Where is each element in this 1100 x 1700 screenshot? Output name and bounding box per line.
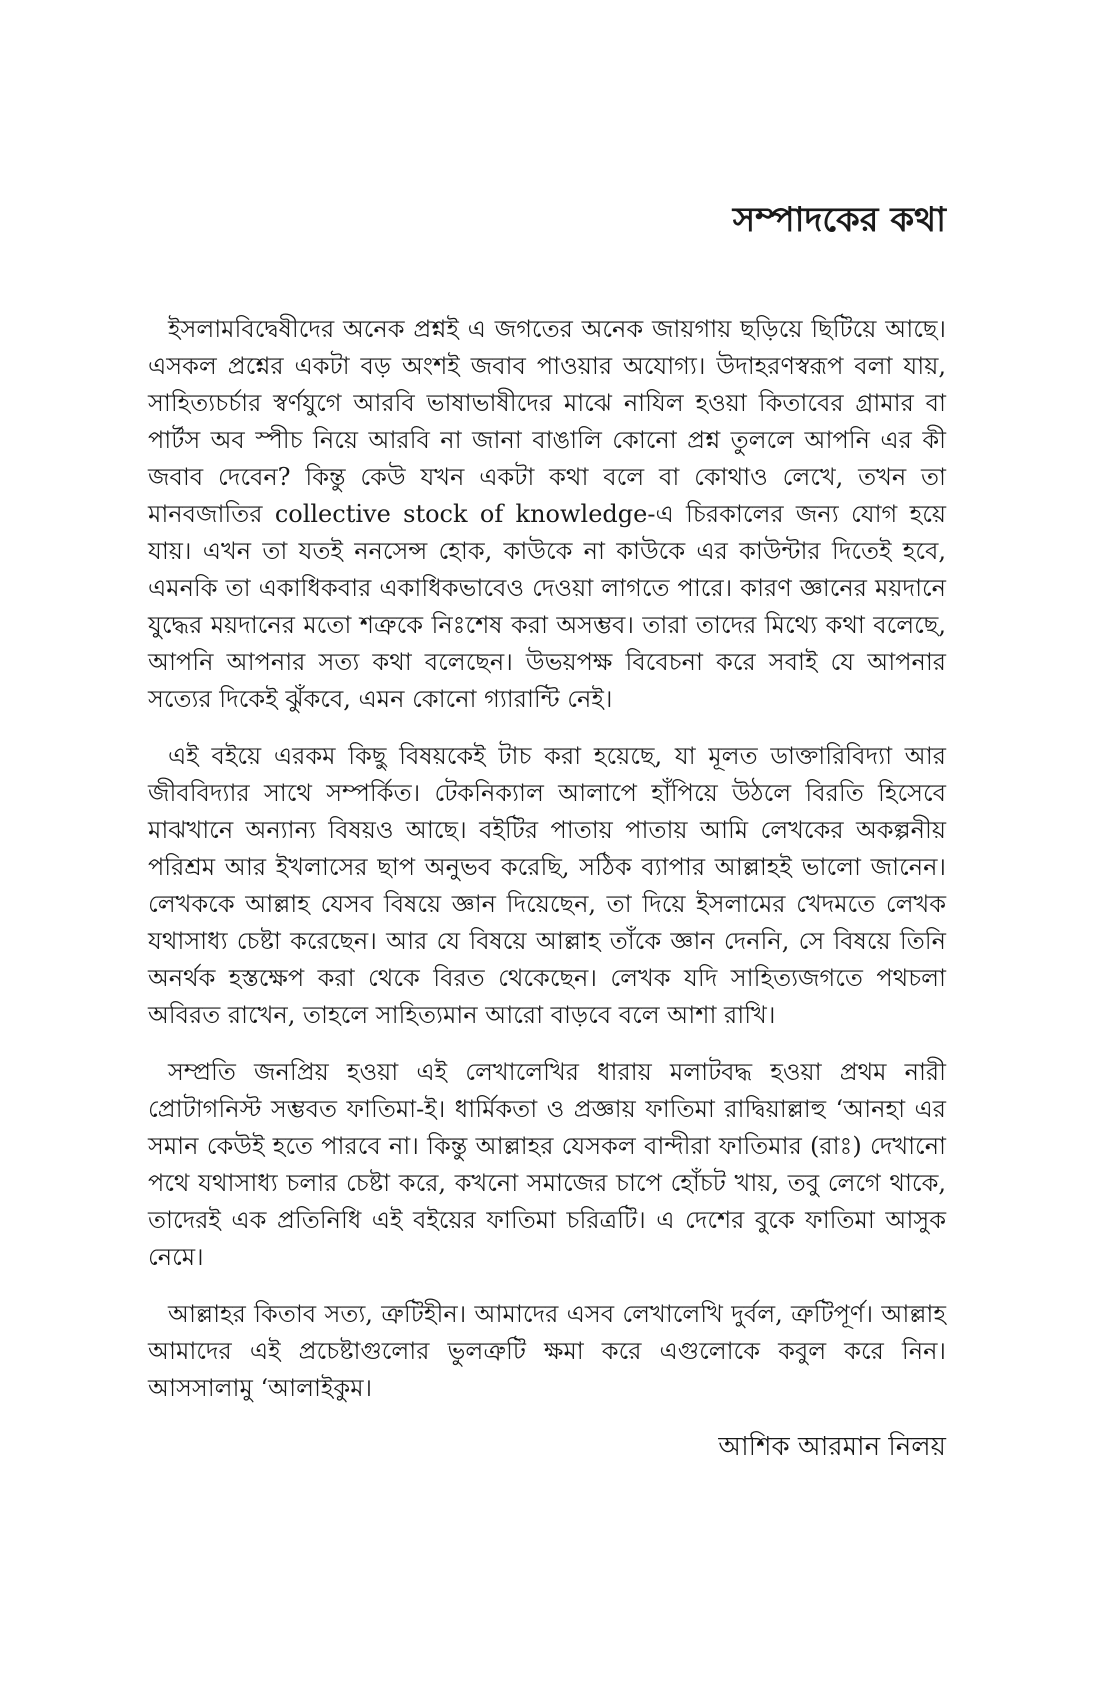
page-title: সম্পাদকের কথা — [732, 200, 946, 240]
paragraph-2: এই বইয়ে এরকম কিছু বিষয়কেই টাচ করা হয়েছে, যা মূলত ডাক্তারিবিদ্যা আর জীববিদ্যার সাথে সম্পর্কিত। টেকনিক্যাল আলাপে হাঁপিয়ে উঠলে বিরতি হিসেবে মাঝখানে অন্যান্য বিষয়ও আছে। বইটির পাতায় পাতায় আমি লেখকের অকল্পনীয় পরিশ্রম আর ইখলাসের ছাপ অনুভব করেছি, সঠিক ব্যাপার আল্লাহই ভালো জানেন। লেখককে আল্লাহ যেসব বিষয়ে জ্ঞান দিয়েছেন, তা দিয়ে ইসলামের খেদমতে লেখক যথাসাধ্য চেষ্টা করেছেন। আর যে বিষয়ে আল্লাহ তাঁকে জ্ঞান দেননি, সে বিষয়ে তিনি অনর্থক হস্তক্ষেপ করা থেকে বিরত থেকেছেন। লেখক যদি সাহিত্যজগতে পথচলা অবিরত রাখেন, তাহলে সাহিত্যমান আরো বাড়বে বলে আশা রাখি। — [148, 741, 946, 1029]
paragraph-1: ইসলামবিদ্বেষীদের অনেক প্রশ্নই এ জগতের অনেক জায়গায় ছড়িয়ে ছিটিয়ে আছে। এসকল প্রশ্নের একটা বড় অংশই জবাব পাওয়ার অযোগ্য। উদাহরণস্বরূপ বলা যায়, সাহিত্যচর্চার স্বর্ণযুগে আরবি ভাষাভাষীদের মাঝে নাযিল হওয়া কিতাবের গ্রামার বা পার্টস অব স্পীচ নিয়ে আরবি না জানা বাঙালি কোনো প্রশ্ন তুললে আপনি এর কী জবাব দেবেন? কিন্তু কেউ যখন একটা কথা বলে বা কোথাও লেখে, তখন তা মানবজাতির collective stock of knowledge-এ চিরকালের জন্য যোগ হয়ে যায়। এখন তা যতই ননসেন্স হোক, কাউকে না কাউকে এর কাউন্টার দিতেই হবে, এমনকি তা একাধিকবার একাধিকভাবেও দেওয়া লাগতে পারে। কারণ জ্ঞানের ময়দানে যুদ্ধের ময়দানের মতো শত্রুকে নিঃশেষ করা অসম্ভব। তারা তাদের মিথ্যে কথা বলেছে, আপনি আপনার সত্য কথা বলেছেন। উভয়পক্ষ বিবেচনা করে সবাই যে আপনার সত্যের দিকেই ঝুঁকবে, এমন কোনো গ্যারান্টি নেই। — [148, 314, 946, 713]
editor-note-page — [148, 200, 946, 1465]
paragraph-3: সম্প্রতি জনপ্রিয় হওয়া এই লেখালেখির ধারায় মলাটবদ্ধ হওয়া প্রথম নারী প্রোটাগনিস্ট সম্ভবত ফাতিমা-ই। ধার্মিকতা ও প্রজ্ঞায় ফাতিমা রাদ্বিয়াল্লাহু ‘আনহা এর সমান কেউই হতে পারবে না। কিন্তু আল্লাহর যেসকল বান্দীরা ফাতিমার (রাঃ) দেখানো পথে যথাসাধ্য চলার চেষ্টা করে, কখনো সমাজের চাপে হোঁচট খায়, তবু লেগে থাকে, তাদেরই এক প্রতিনিধি এই বইয়ের ফাতিমা চরিত্রটি। এ দেশের বুকে ফাতিমা আসুক নেমে। — [148, 1057, 946, 1271]
paragraph-4: আল্লাহর কিতাব সত্য, ত্রুটিহীন। আমাদের এসব লেখালেখি দুর্বল, ত্রুটিপূর্ণ। আল্লাহ আমাদের এই প্রচেষ্টাগুলোর ভুলত্রুটি ক্ষমা করে এগুলোকে কবুল করে নিন। আসসালামু ‘আলাইকুম। — [148, 1299, 946, 1402]
author-signature: আশিক আরমান নিলয় — [718, 1431, 946, 1462]
